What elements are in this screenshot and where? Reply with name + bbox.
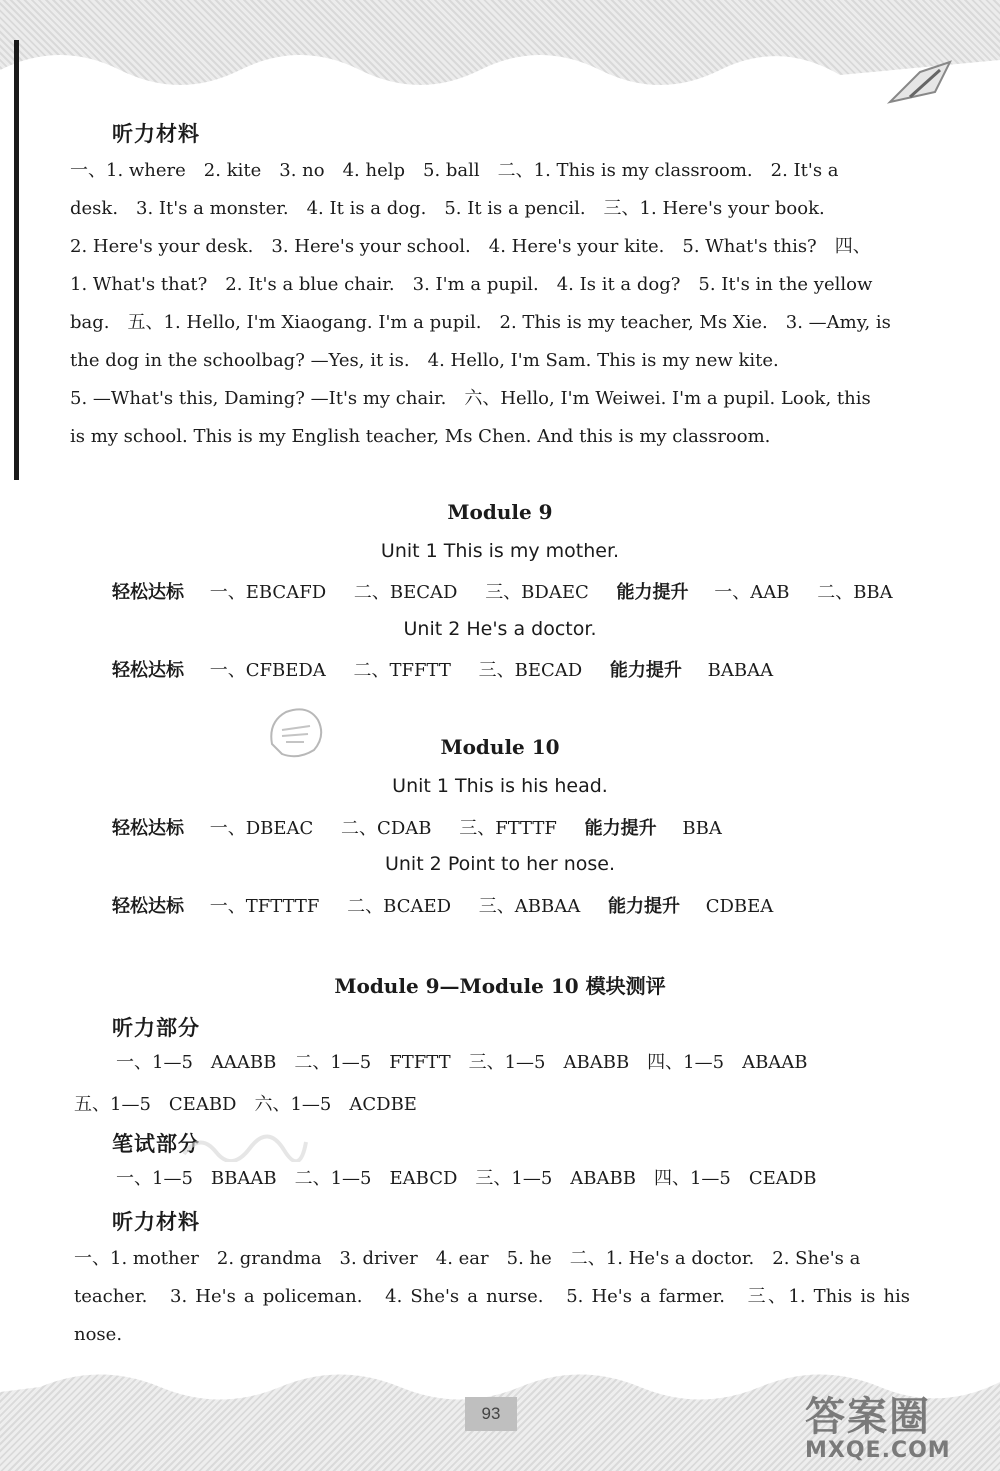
- answer-segment: 二、BBA: [817, 582, 893, 603]
- faint-watermark-icon: [180, 1128, 310, 1169]
- module-9-unit-2-title: Unit 2 He's a doctor.: [403, 618, 597, 640]
- listening-material-paragraph: [70, 152, 910, 456]
- module-9-unit-1-answers: [112, 578, 915, 604]
- answer-segment: 一、CFBEDA: [209, 660, 326, 681]
- answer-segment: BABAA: [707, 660, 774, 681]
- answer-segment: 二、BCAED: [347, 896, 452, 917]
- module-10-title: Module 10: [440, 735, 560, 759]
- listening-part-answers-line-2: 五、1—5 CEABD 六、1—5 ACDBE: [74, 1094, 417, 1115]
- answer-label-advanced: 能力提升: [607, 896, 680, 917]
- module-test-title: Module 9—Module 10 模块测评: [334, 974, 666, 998]
- answer-label-basic: 轻松达标: [112, 818, 184, 839]
- watermark-scribble-icon: [180, 1128, 310, 1162]
- paragraph-line: 一、1. where 2. kite 3. no 4. help 5. ball 二、1. This is my classroom. 2. It's a: [70, 160, 839, 181]
- section-heading-written-part: 笔试部分: [112, 1132, 200, 1156]
- section-heading-listening-material-2: 听力材料: [112, 1210, 200, 1234]
- answer-label-advanced: 能力提升: [609, 660, 682, 681]
- answer-segment: 三、ABBAA: [478, 896, 581, 917]
- answer-segment: BBA: [682, 818, 722, 839]
- module-10-unit-1-answers: [112, 814, 744, 840]
- answer-segment: 二、TFFTT: [353, 660, 451, 681]
- module-9-title: Module 9: [447, 500, 553, 524]
- section-heading-listening-part: 听力部分: [112, 1016, 200, 1040]
- answer-label-advanced: 能力提升: [584, 818, 657, 839]
- left-margin-bar: [14, 40, 19, 480]
- written-part-answers-line-1: 一、1—5 BBAAB 二、1—5 EABCD 三、1—5 ABABB 四、1—5 CEADB: [116, 1168, 817, 1189]
- answer-segment: 一、EBCAFD: [209, 582, 327, 603]
- answer-label-basic: 轻松达标: [112, 582, 184, 603]
- module-9-unit-1-title: Unit 1 This is my mother.: [380, 540, 620, 562]
- paragraph-line: bag. 五、1. Hello, I'm Xiaogang. I'm a pupil. 2. This is my teacher, Ms Xie. 3. —Amy, is: [70, 312, 891, 333]
- module-10-unit-1-title: Unit 1 This is his head.: [392, 775, 608, 797]
- paragraph-line: 1. What's that? 2. It's a blue chair. 3. I'm a pupil. 4. Is it a dog? 5. It's in the yellow: [70, 274, 873, 295]
- answer-segment: 三、FTTTF: [459, 818, 557, 839]
- module-10-unit-2-answers: [112, 892, 795, 918]
- paragraph-line: is my school. This is my English teacher, Ms Chen. And this is my classroom.: [70, 426, 771, 447]
- answer-label-basic: 轻松达标: [112, 660, 184, 681]
- top-wave-band: [0, 0, 1000, 125]
- answer-segment: 三、BECAD: [478, 660, 583, 681]
- top-wave-shape: [0, 0, 1000, 125]
- site-name: 答案圈: [805, 1394, 931, 1440]
- section-heading-listening-material: 听力材料: [112, 122, 200, 146]
- answer-segment: CDBEA: [705, 896, 774, 917]
- paragraph-line: 5. —What's this, Daming? —It's my chair. 六、Hello, I'm Weiwei. I'm a pupil. Look, this: [70, 388, 871, 409]
- listening-part-answers-line-1: 一、1—5 AAABB 二、1—5 FTFTT 三、1—5 ABABB 四、1—5 ABAAB: [116, 1052, 808, 1073]
- answer-segment: 一、TFTTTF: [209, 896, 320, 917]
- answer-segment: 一、AAB: [714, 582, 790, 603]
- site-url: MXQE.COM: [805, 1438, 951, 1463]
- answer-label-basic: 轻松达标: [112, 896, 184, 917]
- corner-logo-icon: [880, 52, 960, 112]
- answer-segment: 二、CDAB: [341, 818, 432, 839]
- answer-segment: 二、BECAD: [353, 582, 458, 603]
- page-number: 93: [465, 1397, 517, 1431]
- answer-segment: 三、BDAEC: [485, 582, 589, 603]
- paragraph-line: the dog in the schoolbag? —Yes, it is. 4. Hello, I'm Sam. This is my new kite.: [70, 350, 779, 371]
- paragraph-line: 一、1. mother 2. grandma 3. driver 4. ear 5. he 二、1. He's a doctor. 2. She's a: [74, 1248, 861, 1269]
- answer-label-advanced: 能力提升: [616, 582, 689, 603]
- paragraph-line: teacher. 3. He's a policeman. 4. She's a nurse. 5. He's a farmer. 三、1. This is his nose.: [74, 1286, 910, 1345]
- module-9-unit-2-answers: [112, 656, 795, 682]
- paragraph-line: desk. 3. It's a monster. 4. It is a dog. 5. It is a pencil. 三、1. Here's your book.: [70, 198, 825, 219]
- paragraph-line: 2. Here's your desk. 3. Here's your school. 4. Here's your kite. 5. What's this? 四、: [70, 236, 871, 257]
- answer-segment: 一、DBEAC: [209, 818, 314, 839]
- module-10-unit-2-title: Unit 2 Point to her nose.: [384, 853, 616, 875]
- site-watermark: [805, 1385, 995, 1465]
